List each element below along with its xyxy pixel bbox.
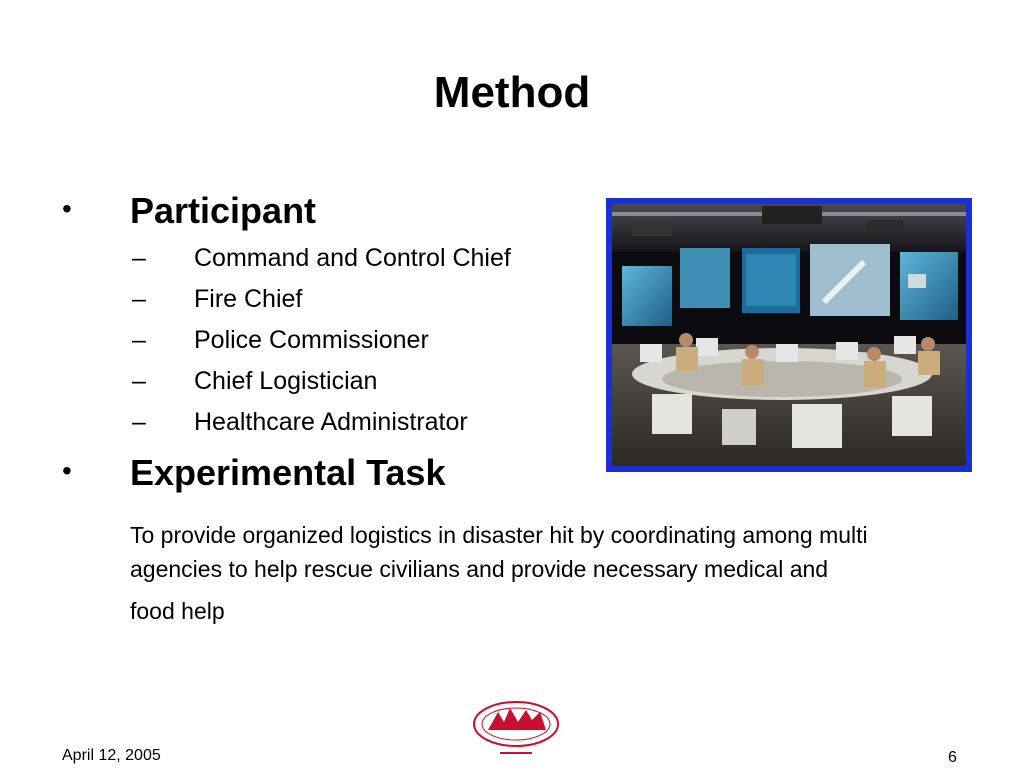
dash-marker: – [132,244,146,272]
role-item [132,285,302,313]
task-heading: Experimental Task [130,452,446,493]
role-label: Fire Chief [194,285,303,313]
footer-page-number: 6 [948,749,957,766]
task-line: food help [130,598,225,624]
footer-date: April 12, 2005 [62,747,161,764]
dash-marker: – [132,408,146,436]
dash-marker: – [132,285,146,313]
role-label: Chief Logistician [194,367,378,395]
bullet-marker: • [62,455,72,486]
role-label: Command and Control Chief [194,244,511,272]
dash-marker: – [132,367,146,395]
bullet-participant [62,190,317,231]
bullet-marker: • [62,193,72,224]
role-item [132,408,468,436]
control-room-photo-frame [606,198,972,472]
task-line: agencies to help rescue civilians and provide necessary medical and [130,556,829,582]
university-logo [470,700,562,760]
role-label: Healthcare Administrator [194,408,468,436]
role-item [132,326,429,354]
task-line: To provide organized logistics in disaster hit by coordinating among multi [130,522,868,548]
participant-heading: Participant [130,190,317,231]
bullet-experimental-task [62,452,446,493]
role-item [132,367,377,395]
role-label: Police Commissioner [194,326,429,354]
task-description [130,518,970,628]
slide-title: Method [433,68,591,117]
dash-marker: – [132,326,146,354]
role-item [132,244,511,272]
control-room-photo [612,204,966,466]
